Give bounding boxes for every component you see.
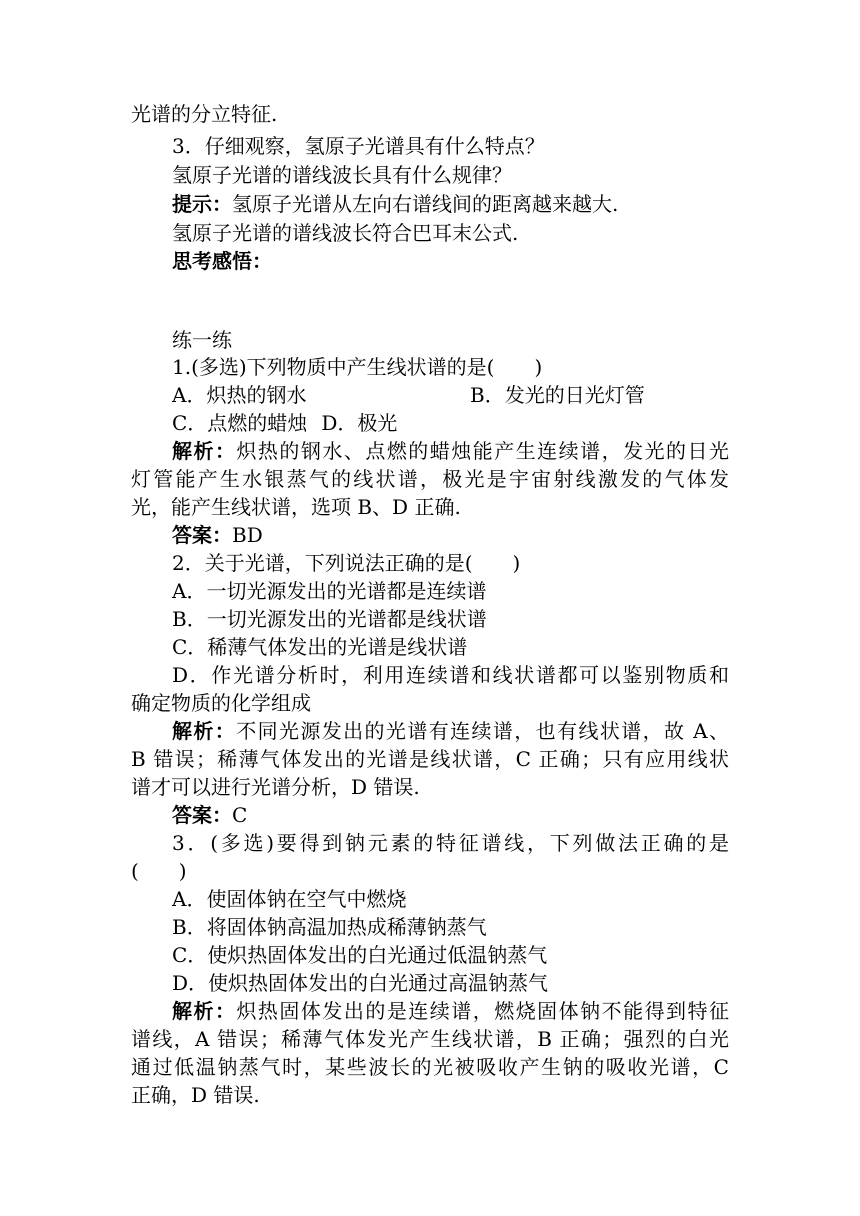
option-d-continued: 确定物质的化学组成 <box>131 691 311 715</box>
analysis-label: 解析： <box>172 999 237 1023</box>
hint-text: 氢原子光谱从左向右谱线间的距离越来越大. <box>232 192 619 216</box>
option-a: A．一切光源发出的光谱都是连续谱 <box>172 579 487 603</box>
option-row <box>172 380 729 410</box>
question-2: 2．关于光谱，下列说法正确的是( ) <box>172 551 521 575</box>
analysis-label: 解析： <box>172 719 237 743</box>
hint-label: 提示： <box>172 192 232 216</box>
option-row <box>172 408 729 438</box>
text-line: 光谱的分立特征. <box>131 102 278 126</box>
text-line: 氢原子光谱的谱线波长具有什么规律？ <box>172 163 512 187</box>
option-b: B．一切光源发出的光谱都是线状谱 <box>172 607 487 631</box>
question-3-continued: ( ) <box>131 859 187 883</box>
analysis-label: 解析： <box>172 439 237 463</box>
answer-label: 答案： <box>172 803 232 827</box>
analysis-text: 炽热固体发出的是连续谱，燃烧固体钠不能得到特征 <box>236 999 730 1023</box>
analysis-line: 谱线，A 错误；稀薄气体发光产生线状谱，B 正确；强烈的白光 <box>131 1027 729 1051</box>
analysis-text: 不同光源发出的光谱有连续谱，也有线状谱，故 A、 <box>236 719 729 743</box>
analysis-line <box>172 716 729 746</box>
option-d: D．作光谱分析时，利用连续谱和线状谱都可以鉴别物质和 <box>172 663 729 687</box>
analysis-line <box>172 996 729 1026</box>
analysis-line: 通过低温钠蒸气时，某些波长的光被吸收产生钠的吸收光谱，C <box>131 1055 729 1079</box>
answer-line <box>172 800 729 830</box>
option-a: A．炽热的钢水 <box>172 383 307 407</box>
text-line: 氢原子光谱的谱线波长符合巴耳末公式. <box>172 221 519 245</box>
analysis-line: 光，能产生线状谱，选项 B、D 正确. <box>131 495 461 519</box>
option-d: D．极光 <box>321 411 398 435</box>
option-a: A．使固体钠在空气中燃烧 <box>172 887 407 911</box>
section-heading: 练一练 <box>172 328 232 352</box>
answer-line <box>172 520 729 550</box>
option-b: B．发光的日光灯管 <box>470 383 645 407</box>
analysis-line <box>172 436 729 466</box>
analysis-text: 炽热的钢水、点燃的蜡烛能产生连续谱，发光的日光 <box>236 439 730 463</box>
reflection-label: 思考感悟： <box>172 249 272 273</box>
question-3: 3．(多选)要得到钠元素的特征谱线，下列做法正确的是 <box>172 831 729 855</box>
option-c: C．稀薄气体发出的光谱是线状谱 <box>172 635 468 659</box>
question-heading: 3．仔细观察，氢原子光谱具有什么特点？ <box>172 134 545 158</box>
analysis-line: 正确，D 错误. <box>131 1083 260 1107</box>
hint-line <box>172 189 729 219</box>
option-c: C．使炽热固体发出的白光通过低温钠蒸气 <box>172 943 548 967</box>
question-1: 1.(多选)下列物质中产生线状谱的是( ) <box>172 355 543 379</box>
answer-text: C <box>232 803 248 827</box>
analysis-line: 谱才可以进行光谱分析，D 错误. <box>131 775 420 799</box>
option-c: C．点燃的蜡烛 <box>172 411 308 435</box>
answer-text: BD <box>232 523 263 547</box>
option-d: D．使炽热固体发出的白光通过高温钠蒸气 <box>172 971 549 995</box>
option-b: B．将固体钠高温加热成稀薄钠蒸气 <box>172 915 487 939</box>
analysis-line: 灯管能产生水银蒸气的线状谱，极光是宇宙射线激发的气体发 <box>131 467 729 491</box>
analysis-line: B 错误；稀薄气体发出的光谱是线状谱，C 正确；只有应用线状 <box>131 747 729 771</box>
answer-label: 答案： <box>172 523 232 547</box>
